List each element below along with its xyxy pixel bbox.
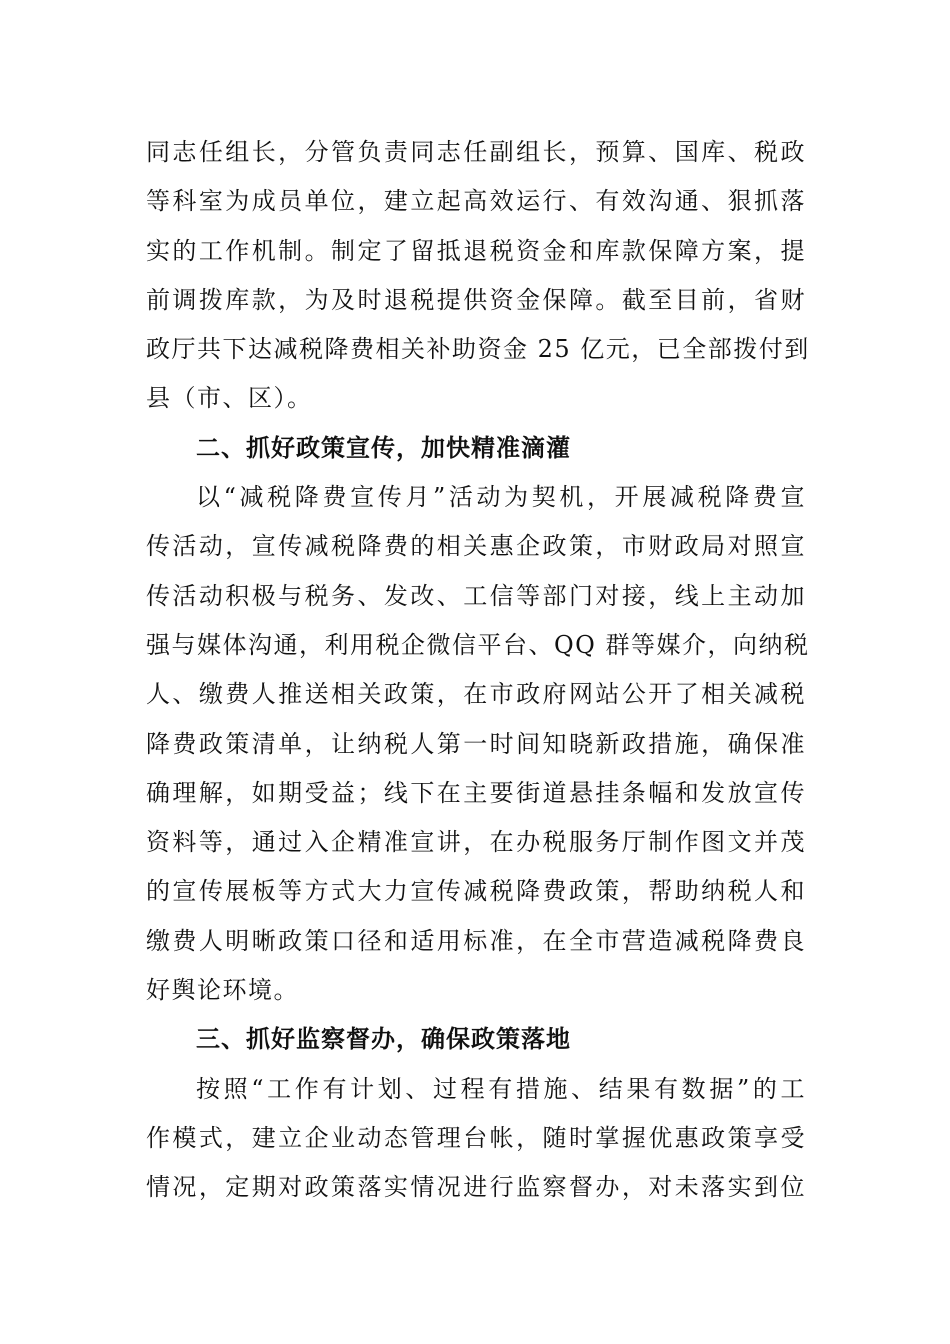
text-line: 作模式，建立企业动态管理台帐，随时掌握优惠政策享受	[146, 1123, 806, 1152]
text-line: 降费政策清单，让纳税人第一时间知晓新政措施，确保准	[146, 729, 806, 758]
text-line: 强与媒体沟通，利用税企微信平台、QQ 群等媒介，向纳税	[146, 630, 810, 659]
section-heading-3: 三、抓好监察督办，确保政策落地	[196, 1025, 571, 1054]
text-line: 人、缴费人推送相关政策，在市政府网站公开了相关减税	[146, 680, 806, 709]
text-line: 按照“工作有计划、过程有措施、结果有数据”的工	[196, 1074, 806, 1103]
text-line: 实的工作机制。制定了留抵退税资金和库款保障方案，提	[146, 236, 806, 265]
text-line: 缴费人明晰政策口径和适用标准，在全市营造减税降费良	[146, 926, 806, 955]
paragraph-1	[146, 128, 810, 424]
paragraph-2	[146, 473, 810, 1015]
text-line: 同志任组长，分管负责同志任副组长，预算、国库、税政	[146, 138, 806, 166]
text-line: 等科室为成员单位，建立起高效运行、有效沟通、狠抓落	[146, 187, 806, 216]
text-line: 县（市、区）。	[146, 384, 313, 413]
paragraph-3	[146, 1065, 806, 1213]
text-line: 前调拨库款，为及时退税提供资金保障。截至目前，省财	[146, 285, 806, 314]
text-line: 的宣传展板等方式大力宣传减税降费政策，帮助纳税人和	[146, 877, 806, 906]
text-line: 情况，定期对政策落实情况进行监察督办，对未落实到位	[146, 1173, 806, 1202]
text-line: 传活动积极与税务、发改、工信等部门对接，线上主动加	[146, 581, 806, 610]
text-line: 以“减税降费宣传月”活动为契机，开展减税降费宣	[196, 483, 806, 512]
text-line: 资料等，通过入企精准宣讲，在办税服务厅制作图文并茂	[146, 828, 806, 857]
text-line: 传活动，宣传减税降费的相关惠企政策，市财政局对照宣	[146, 532, 806, 561]
text-line: 政厅共下达减税降费相关补助资金 25 亿元，已全部拨付到	[146, 335, 810, 364]
section-heading-2: 二、抓好政策宣传，加快精准滴灌	[196, 433, 571, 462]
text-line: 确理解，如期受益；线下在主要街道悬挂条幅和发放宣传	[146, 778, 806, 807]
document-body	[146, 128, 810, 1213]
text-line: 好舆论环境。	[146, 976, 299, 1005]
